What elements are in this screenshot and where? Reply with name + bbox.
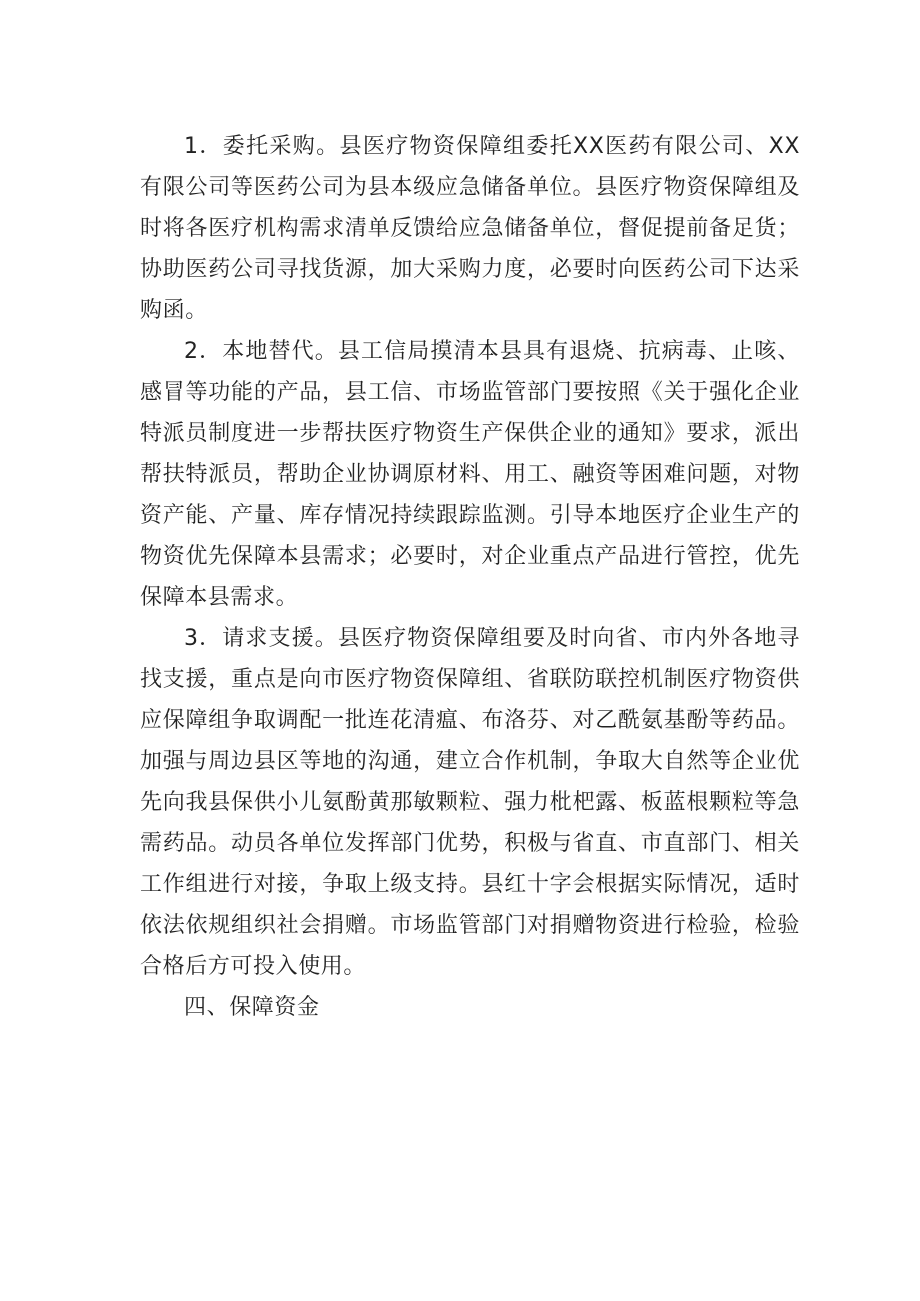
paragraph-local-substitution: 2．本地替代。县工信局摸清本县具有退烧、抗病毒、止咳、感冒等功能的产品，县工信、市场监管部门要按照《关于强化企业特派员制度进一步帮扶医疗物资生产保供企业的通知》要求，派出帮扶特派员，帮助企业协调原材料、用工、融资等困难问题，对物资产能、产量、库存情况持续跟踪监测。引导本地医疗企业生产的物资优先保障本县需求；必要时，对企业重点产品进行管控，优先保障本县需求。 [140,339,800,610]
paragraph-request-support: 3．请求支援。县医疗物资保障组要及时向省、市内外各地寻找支援，重点是向市医疗物资保障组、省联防联控机制医疗物资供应保障组争取调配一批连花清瘟、布洛芬、对乙酰氨基酚等药品。加强与周边县区等地的沟通，建立合作机制，争取大自然等企业优先向我县保供小儿氨酚黄那敏颗粒、强力枇杷露、板蓝根颗粒等急需药品。动员各单位发挥部门优势，积极与省直、市直部门、相关工作组进行对接，争取上级支持。县红十字会根据实际情况，适时依法依规组织社会捐赠。市场监管部门对捐赠物资进行检验，检验合格后方可投入使用。 [140,626,800,979]
section-heading-funding: 四、保障资金 [184,995,320,1020]
document-body [140,126,800,1028]
paragraph-entrusted-procurement: 1．委托采购。县医疗物资保障组委托XX医药有限公司、XX有限公司等医药公司为县本级应急储备单位。县医疗物资保障组及时将各医疗机构需求清单反馈给应急储备单位，督促提前备足货；协助医药公司寻找货源，加大采购力度，必要时向医药公司下达采购函。 [140,134,800,323]
